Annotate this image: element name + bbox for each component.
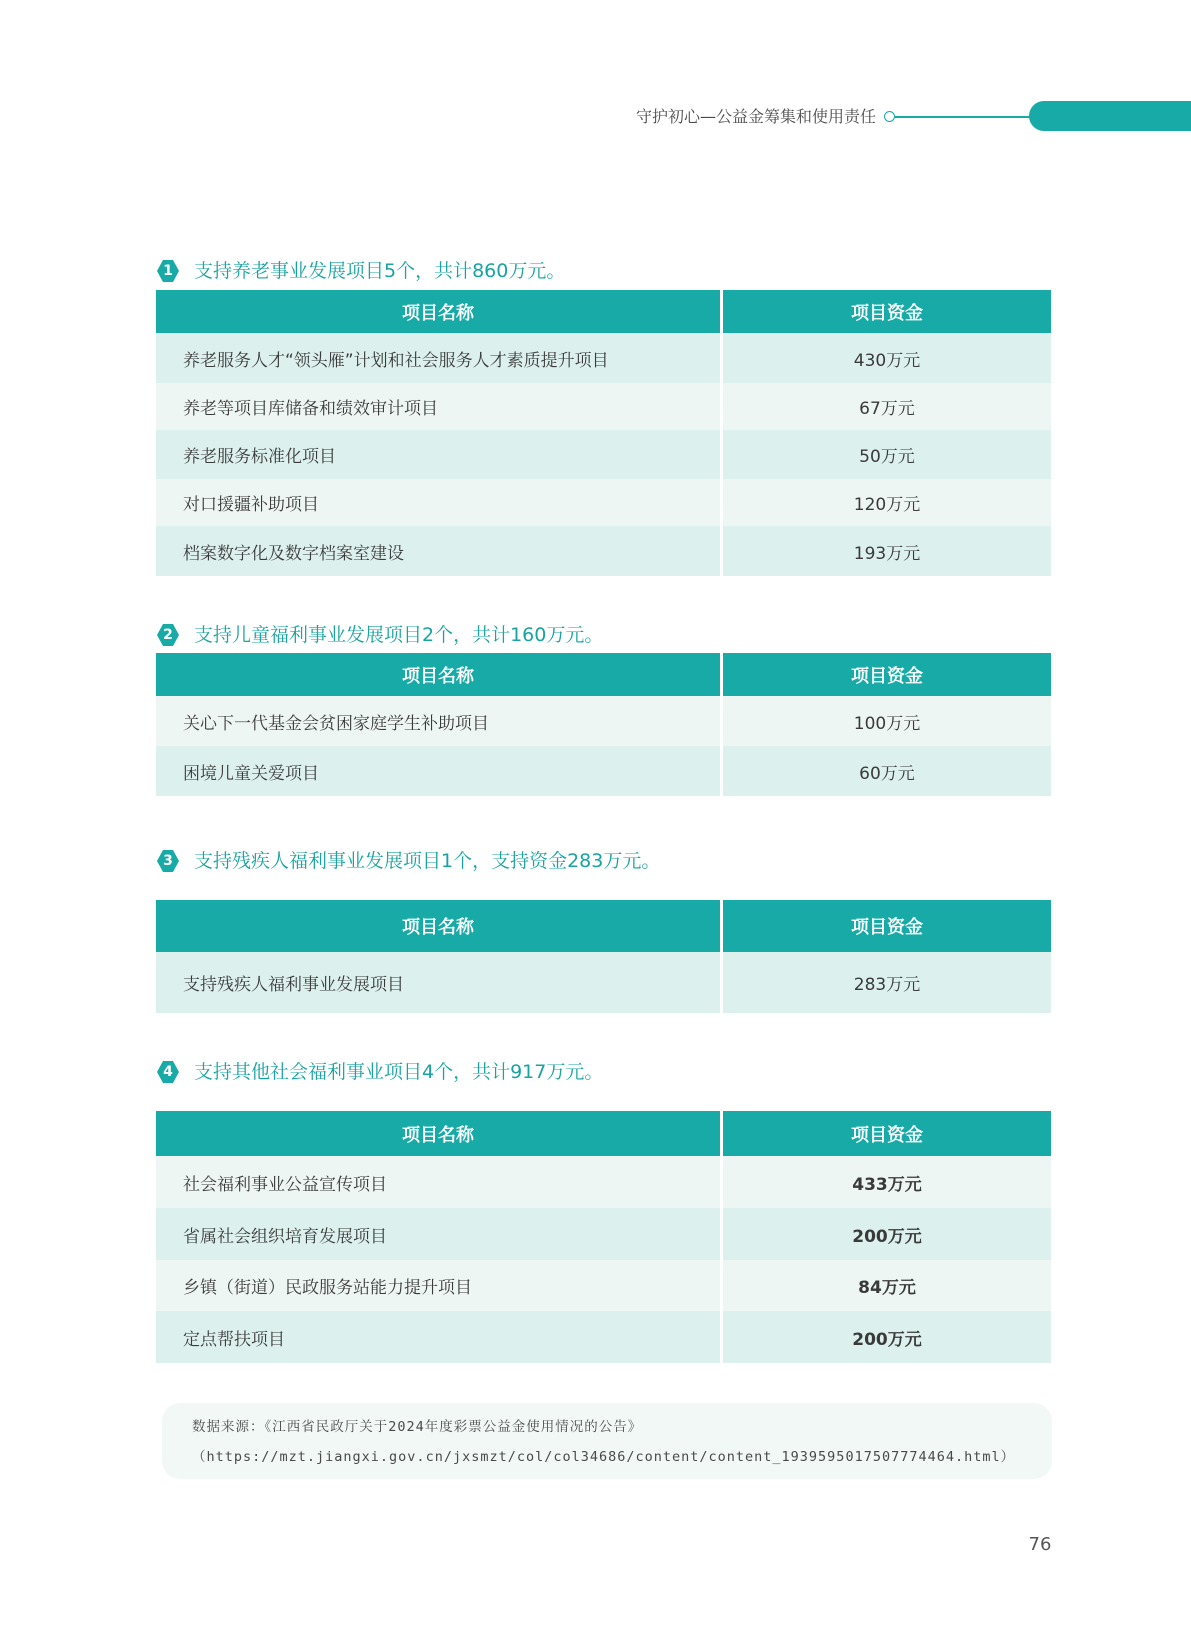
project-name: 养老服务人才“领头雁”计划和社会服务人才素质提升项目 xyxy=(156,333,720,383)
table-row xyxy=(156,1208,1051,1260)
data-source-box xyxy=(162,1403,1052,1479)
section-heading xyxy=(156,256,1051,286)
project-fund: 193万元 xyxy=(723,526,1051,576)
project-fund: 200万元 xyxy=(723,1311,1051,1363)
column-header-name: 项目名称 xyxy=(156,290,720,333)
section-2 xyxy=(156,620,1051,796)
table-row xyxy=(156,333,1051,383)
table-row xyxy=(156,1156,1051,1208)
table-row xyxy=(156,383,1051,430)
project-table xyxy=(153,290,1054,576)
section-1 xyxy=(156,256,1051,576)
table-header-row xyxy=(156,653,1051,696)
project-name: 关心下一代基金会贫困家庭学生补助项目 xyxy=(156,696,720,746)
project-fund: 120万元 xyxy=(723,479,1051,526)
project-name: 乡镇（街道）民政服务站能力提升项目 xyxy=(156,1260,720,1311)
table-row xyxy=(156,1311,1051,1363)
header-tab-ornament xyxy=(1029,101,1191,131)
section-title: 支持其他社会福利事业项目4个，共计917万元。 xyxy=(194,1061,604,1083)
project-fund: 100万元 xyxy=(723,696,1051,746)
project-name: 养老服务标准化项目 xyxy=(156,430,720,479)
running-header-title: 守护初心—公益金筹集和使用责任 xyxy=(635,107,876,126)
table-row xyxy=(156,430,1051,479)
section-title: 支持儿童福利事业发展项目2个，共计160万元。 xyxy=(194,624,604,646)
project-fund: 283万元 xyxy=(723,952,1051,1013)
table-row xyxy=(156,479,1051,526)
number-badge-icon: 1 xyxy=(156,259,180,283)
section-4 xyxy=(156,1057,1051,1363)
project-name: 省属社会组织培育发展项目 xyxy=(156,1208,720,1260)
project-name: 定点帮扶项目 xyxy=(156,1311,720,1363)
table-header-row xyxy=(156,290,1051,333)
column-header-name: 项目名称 xyxy=(156,653,720,696)
number-badge-icon: 3 xyxy=(156,849,180,873)
table-row xyxy=(156,696,1051,746)
column-header-fund: 项目资金 xyxy=(723,653,1051,696)
project-table xyxy=(153,653,1054,796)
table-row xyxy=(156,1260,1051,1311)
project-name: 社会福利事业公益宣传项目 xyxy=(156,1156,720,1208)
page-number: 76 xyxy=(1028,1534,1052,1555)
number-badge-icon: 2 xyxy=(156,623,180,647)
column-header-fund: 项目资金 xyxy=(723,290,1051,333)
section-3 xyxy=(156,846,1051,1013)
section-title: 支持养老事业发展项目5个，共计860万元。 xyxy=(194,260,566,282)
project-fund: 67万元 xyxy=(723,383,1051,430)
table-header-row xyxy=(156,1111,1051,1156)
data-source-url[interactable]: （https://mzt.jiangxi.gov.cn/jxsmzt/col/col34686/content/content_1939595017507774464.html） xyxy=(192,1449,1016,1465)
column-header-name: 项目名称 xyxy=(156,900,720,952)
section-heading xyxy=(156,620,1051,650)
column-header-fund: 项目资金 xyxy=(723,900,1051,952)
table-row xyxy=(156,952,1051,1013)
project-name: 对口援疆补助项目 xyxy=(156,479,720,526)
project-fund: 50万元 xyxy=(723,430,1051,479)
project-fund: 60万元 xyxy=(723,746,1051,796)
project-name: 档案数字化及数字档案室建设 xyxy=(156,526,720,576)
project-table xyxy=(153,900,1054,1013)
project-name: 支持残疾人福利事业发展项目 xyxy=(156,952,720,1013)
section-heading xyxy=(156,846,1051,876)
section-heading xyxy=(156,1057,1051,1087)
project-table xyxy=(153,1111,1054,1363)
project-name: 养老等项目库储备和绩效审计项目 xyxy=(156,383,720,430)
table-row xyxy=(156,746,1051,796)
header-circle-ornament xyxy=(884,111,895,122)
project-fund: 433万元 xyxy=(723,1156,1051,1208)
header-rule xyxy=(895,116,1035,118)
project-fund: 84万元 xyxy=(723,1260,1051,1311)
project-name: 困境儿童关爱项目 xyxy=(156,746,720,796)
project-fund: 200万元 xyxy=(723,1208,1051,1260)
number-badge-icon: 4 xyxy=(156,1060,180,1084)
table-row xyxy=(156,526,1051,576)
project-fund: 430万元 xyxy=(723,333,1051,383)
section-title: 支持残疾人福利事业发展项目1个，支持资金283万元。 xyxy=(194,850,661,872)
column-header-fund: 项目资金 xyxy=(723,1111,1051,1156)
data-source-title: 数据来源：《江西省民政厅关于2024年度彩票公益金使用情况的公告》 xyxy=(192,1419,643,1435)
column-header-name: 项目名称 xyxy=(156,1111,720,1156)
table-header-row xyxy=(156,900,1051,952)
